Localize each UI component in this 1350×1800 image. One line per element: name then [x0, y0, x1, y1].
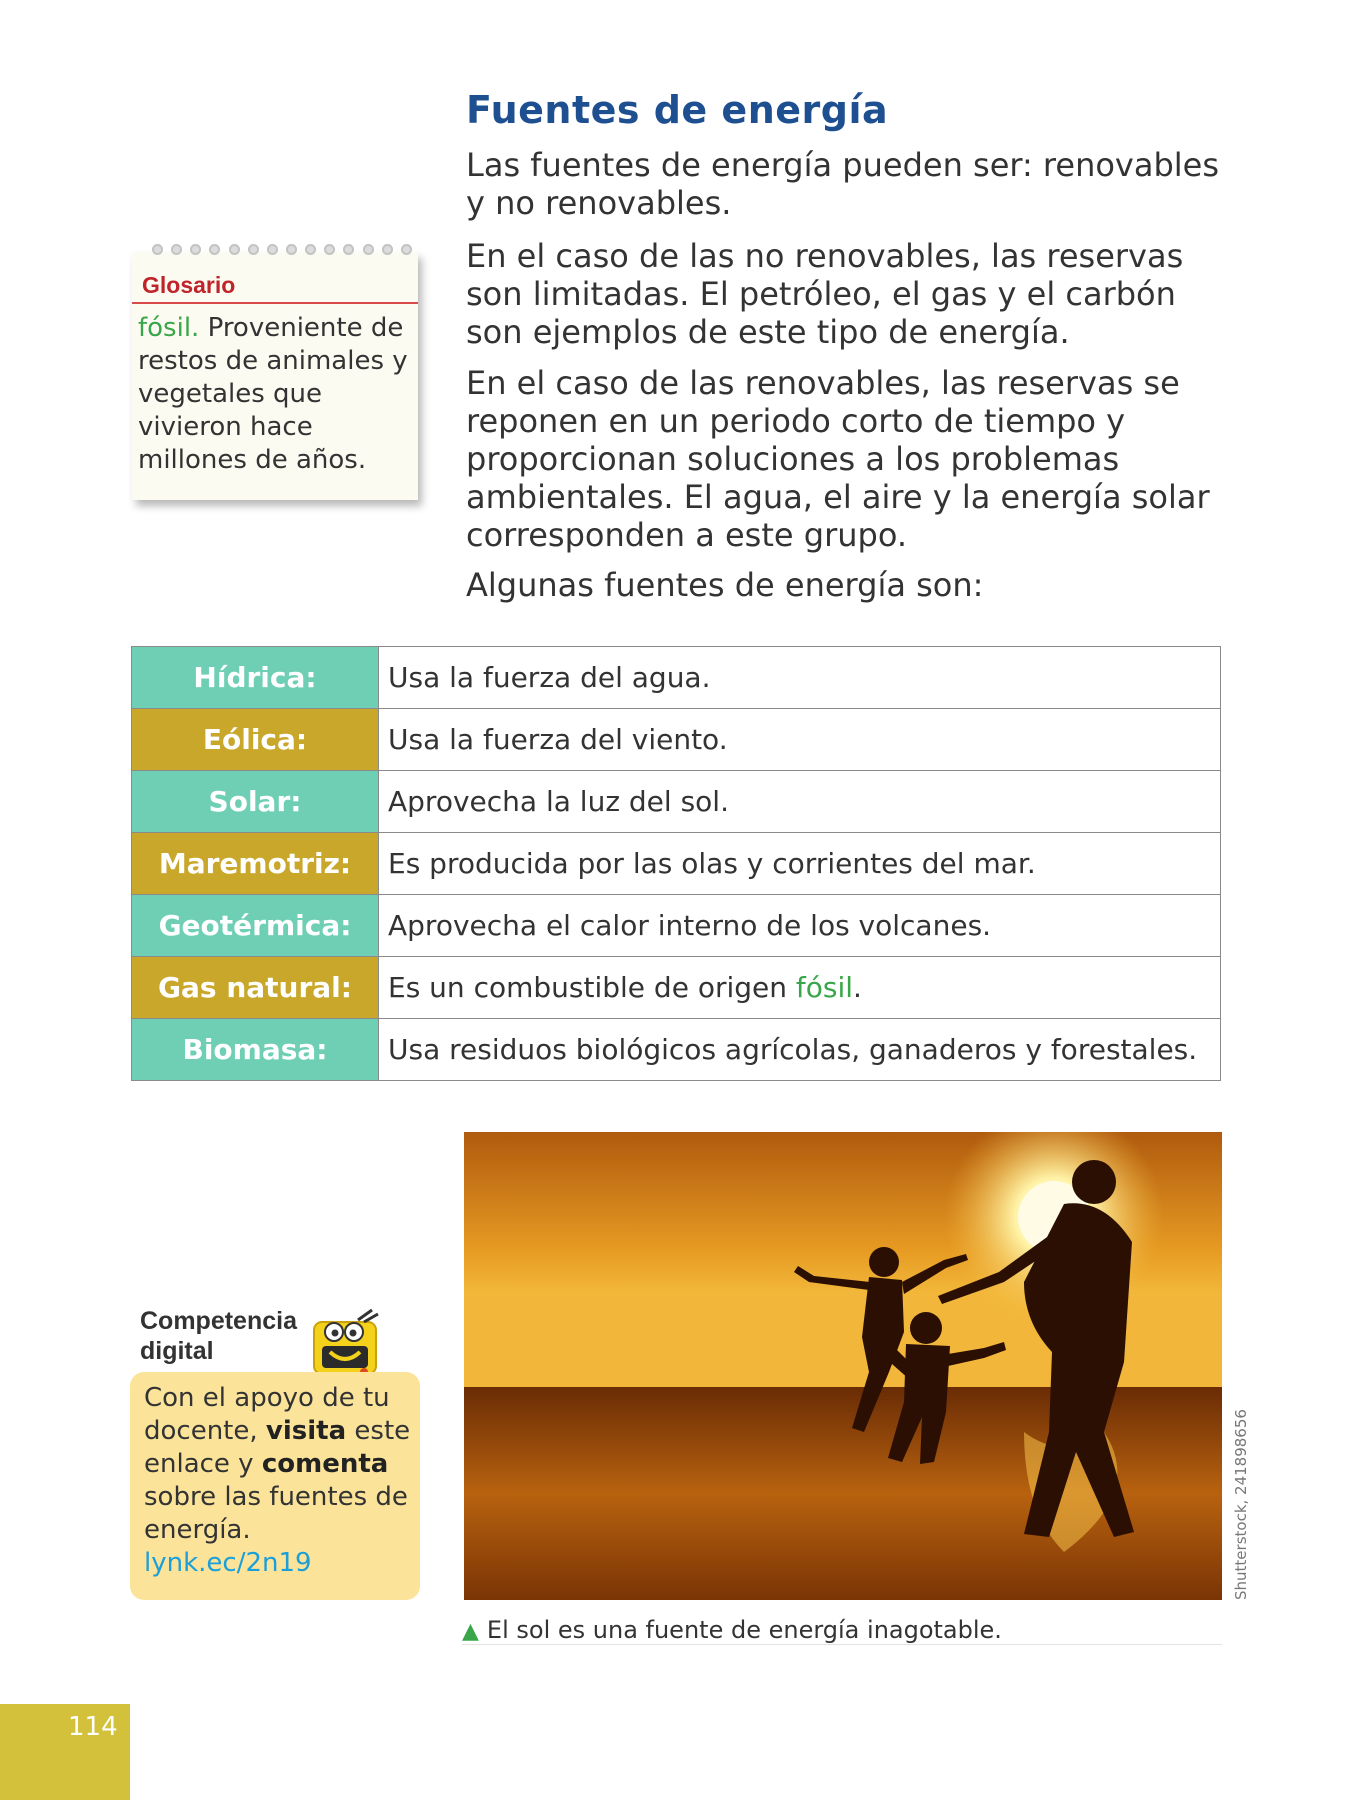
competence-text [144, 1382, 414, 1580]
energy-description-text: Es un combustible de origen [388, 971, 796, 1004]
paragraph-intro: Las fuentes de energía pueden ser: renovables y no renovables. [466, 146, 1220, 222]
paragraph-list-intro: Algunas fuentes de energía son: [466, 566, 984, 604]
energy-label: Maremotriz: [132, 833, 379, 895]
page-title: Fuentes de energía [466, 88, 889, 132]
energy-description: Usa la fuerza del agua. [379, 647, 1221, 709]
energy-label: Solar: [132, 771, 379, 833]
photo-caption-text: El sol es una fuente de energía inagotable. [486, 1616, 1002, 1644]
energy-label: Eólica: [132, 709, 379, 771]
triangle-icon: ▲ [462, 1619, 479, 1644]
table-row [132, 771, 1221, 833]
table-row [132, 1019, 1221, 1081]
competence-title-line2: digital [140, 1337, 214, 1365]
energy-label: Biomasa: [132, 1019, 379, 1081]
glossary-entry [138, 312, 416, 477]
glossary-term: fósil. [138, 313, 200, 343]
competence-emphasis-visit: visita [265, 1416, 347, 1446]
energy-description: Es producida por las olas y corrientes del mar. [379, 833, 1221, 895]
competence-text-2: este enlace y [144, 1416, 411, 1479]
table-row [132, 833, 1221, 895]
glossary-divider [132, 302, 418, 304]
sunset-illustration [464, 1132, 1222, 1600]
glossary-heading: Glosario [142, 272, 236, 298]
competence-link[interactable]: lynk.ec/2n19 [144, 1548, 312, 1578]
energy-label: Gas natural: [132, 957, 379, 1019]
glossary-term-link: fósil [795, 971, 854, 1004]
notebook-rings [152, 244, 412, 258]
table-row [132, 647, 1221, 709]
table-row [132, 957, 1221, 1019]
photo-credit: Shutterstock, 241898656 [1232, 1409, 1250, 1600]
energy-label: Hídrica: [132, 647, 379, 709]
energy-description: Usa residuos biológicos agrícolas, ganaderos y forestales. [379, 1019, 1221, 1081]
table-row [132, 709, 1221, 771]
energy-description: Aprovecha el calor interno de los volcanes. [379, 895, 1221, 957]
energy-label: Geotérmica: [132, 895, 379, 957]
glossary-definition: Proveniente de restos de animales y vegetales que vivieron hace millones de años. [138, 313, 408, 475]
competence-title-line1: Competencia [140, 1307, 297, 1335]
energy-description: Usa la fuerza del viento. [379, 709, 1221, 771]
paragraph-non-renewable: En el caso de las no renovables, las reservas son limitadas. El petróleo, el gas y el carbón son ejemplos de este tipo de energía. [466, 237, 1184, 351]
sunset-beach-photo [464, 1132, 1222, 1600]
glossary-card [132, 252, 418, 500]
energy-description-end: . [853, 971, 862, 1004]
competence-emphasis-comment: comenta [261, 1449, 389, 1479]
table-row [132, 895, 1221, 957]
competence-text-3: sobre las fuentes de energía. [144, 1482, 408, 1545]
competence-title [140, 1306, 297, 1366]
energy-description: Aprovecha la luz del sol. [379, 771, 1221, 833]
page-number: 114 [68, 1712, 118, 1742]
paragraph-renewable: En el caso de las renovables, las reservas se reponen en un periodo corto de tiempo y proporcionan soluciones a los problemas ambientales. El agua, el aire y la energía solar corresponden a este grupo. [466, 364, 1210, 554]
competence-box [130, 1372, 420, 1600]
energy-description [379, 957, 1221, 1019]
photo-caption [462, 1616, 1222, 1645]
energy-sources-table [131, 646, 1221, 1081]
competence-text-1: Con el apoyo de tu docente, [144, 1383, 390, 1446]
